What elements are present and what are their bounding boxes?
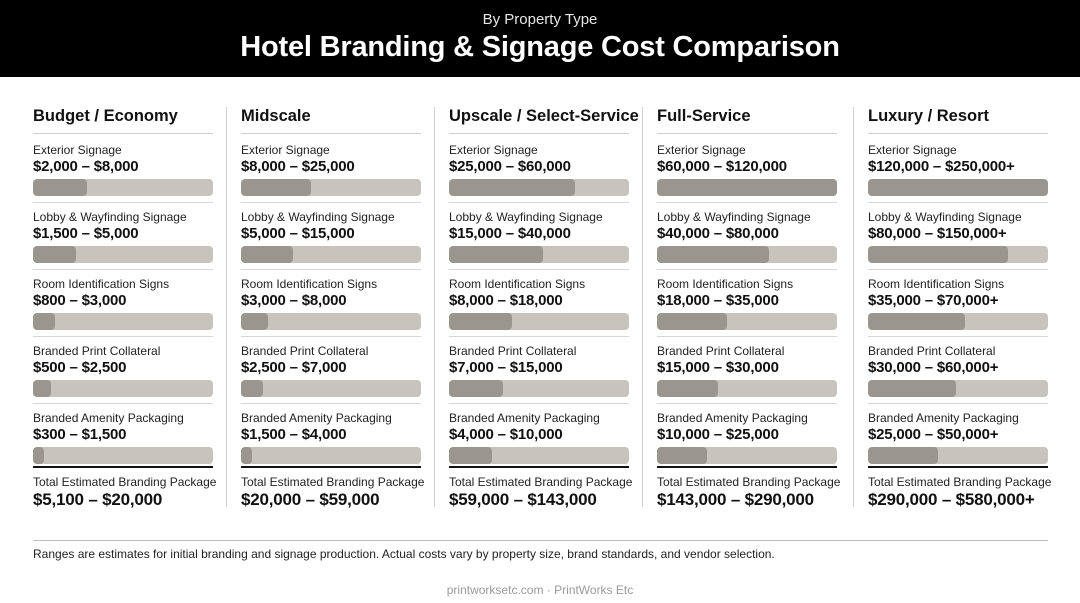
bar-fill: [241, 380, 263, 397]
cost-item-label: Branded Amenity Packaging: [868, 411, 1019, 425]
bar-fill: [241, 246, 293, 263]
row-rule: [657, 336, 837, 337]
column-divider: [853, 107, 854, 507]
bar-fill: [449, 179, 575, 196]
cost-row: [241, 406, 421, 473]
bar-track: [241, 246, 421, 263]
row-rule: [868, 269, 1048, 270]
bar-fill: [241, 447, 252, 464]
column-3: [449, 103, 639, 513]
heading-rule: [868, 133, 1048, 134]
bar-track: [657, 179, 837, 196]
cost-range: $4,000 – $10,000: [449, 426, 563, 443]
bar-fill: [33, 447, 44, 464]
cost-row: [449, 205, 629, 272]
total-label: Total Estimated Branding Package: [868, 475, 1052, 489]
total-rule: [33, 466, 213, 468]
row-rule: [657, 403, 837, 404]
total-block: [449, 466, 633, 513]
row-rule: [657, 202, 837, 203]
bar-fill: [33, 380, 51, 397]
row-rule: [33, 336, 213, 337]
cost-range: $40,000 – $80,000: [657, 225, 779, 242]
bar-fill: [657, 179, 837, 196]
cost-row: [449, 406, 629, 473]
column-2: [241, 103, 425, 513]
cost-row: [33, 205, 213, 272]
total-block: [33, 466, 217, 513]
bar-fill: [657, 313, 727, 330]
cost-range: $80,000 – $150,000+: [868, 225, 1007, 242]
row-rule: [33, 403, 213, 404]
cost-range: $35,000 – $70,000+: [868, 292, 999, 309]
column-heading: Full-Service: [657, 107, 751, 125]
total-rule: [868, 466, 1048, 468]
row-rule: [241, 403, 421, 404]
bar-track: [657, 447, 837, 464]
cost-item-label: Room Identification Signs: [241, 277, 378, 291]
cost-range: $10,000 – $25,000: [657, 426, 779, 443]
bar-track: [449, 179, 629, 196]
total-block: [657, 466, 841, 513]
row-rule: [868, 202, 1048, 203]
cost-range: $300 – $1,500: [33, 426, 127, 443]
bar-track: [33, 313, 213, 330]
cost-row: [657, 272, 837, 339]
footnote: Ranges are estimates for initial branding and signage production. Actual costs vary by property size, brand standards, and vendor selection.: [33, 547, 775, 561]
cost-row: [33, 138, 213, 205]
row-rule: [449, 403, 629, 404]
row-rule: [868, 336, 1048, 337]
bar-track: [33, 447, 213, 464]
column-heading: Budget / Economy: [33, 107, 178, 125]
bar-fill: [657, 246, 769, 263]
bar-track: [449, 246, 629, 263]
bar-track: [868, 447, 1048, 464]
cost-range: $60,000 – $120,000: [657, 158, 787, 175]
cost-item-label: Branded Print Collateral: [241, 344, 369, 358]
bar-fill: [868, 179, 1048, 196]
comparison-columns: [33, 103, 1052, 513]
cost-range: $2,000 – $8,000: [33, 158, 139, 175]
cost-row: [657, 339, 837, 406]
bar-fill: [449, 447, 492, 464]
bar-track: [868, 179, 1048, 196]
cost-item-label: Lobby & Wayfinding Signage: [868, 210, 1022, 224]
credit-line: printworksetc.com · PrintWorks Etc: [446, 583, 634, 597]
cost-row: [241, 272, 421, 339]
cost-row: [868, 138, 1048, 205]
bar-fill: [868, 246, 1008, 263]
cost-row: [241, 138, 421, 205]
chart-subtitle: By Property Type: [482, 11, 598, 28]
cost-row: [868, 205, 1048, 272]
row-rule: [868, 403, 1048, 404]
cost-item-label: Branded Print Collateral: [449, 344, 577, 358]
cost-range: $8,000 – $25,000: [241, 158, 355, 175]
total-value: $290,000 – $580,000+: [868, 490, 1035, 509]
heading-rule: [241, 133, 421, 134]
cost-item-label: Lobby & Wayfinding Signage: [449, 210, 603, 224]
cost-range: $1,500 – $5,000: [33, 225, 139, 242]
total-rule: [657, 466, 837, 468]
cost-range: $25,000 – $50,000+: [868, 426, 999, 443]
bar-fill: [241, 179, 311, 196]
total-value: $20,000 – $59,000: [241, 490, 380, 509]
cost-item-label: Branded Print Collateral: [868, 344, 996, 358]
bar-track: [33, 179, 213, 196]
cost-item-label: Branded Print Collateral: [657, 344, 785, 358]
bar-track: [33, 380, 213, 397]
bar-track: [868, 313, 1048, 330]
bar-fill: [657, 447, 707, 464]
row-rule: [241, 202, 421, 203]
bar-fill: [449, 313, 512, 330]
total-block: [868, 466, 1052, 513]
cost-row: [449, 339, 629, 406]
total-label: Total Estimated Branding Package: [33, 475, 217, 489]
total-value: $5,100 – $20,000: [33, 490, 163, 509]
column-heading: Upscale / Select-Service: [449, 107, 639, 125]
row-rule: [449, 202, 629, 203]
bar-track: [33, 246, 213, 263]
cost-range: $30,000 – $60,000+: [868, 359, 999, 376]
cost-item-label: Branded Print Collateral: [33, 344, 161, 358]
cost-row: [657, 138, 837, 205]
cost-row: [868, 339, 1048, 406]
cost-range: $3,000 – $8,000: [241, 292, 347, 309]
bar-fill: [33, 179, 87, 196]
cost-range: $2,500 – $7,000: [241, 359, 347, 376]
bar-track: [449, 447, 629, 464]
column-4: [657, 103, 841, 513]
cost-row: [449, 138, 629, 205]
row-rule: [241, 269, 421, 270]
cost-item-label: Branded Amenity Packaging: [33, 411, 184, 425]
bar-fill: [868, 313, 965, 330]
total-rule: [449, 466, 629, 468]
column-divider: [434, 107, 435, 507]
cost-item-label: Branded Amenity Packaging: [657, 411, 808, 425]
row-rule: [33, 202, 213, 203]
cost-range: $15,000 – $40,000: [449, 225, 571, 242]
cost-range: $500 – $2,500: [33, 359, 127, 376]
total-block: [241, 466, 425, 513]
cost-item-label: Exterior Signage: [449, 143, 538, 157]
cost-range: $8,000 – $18,000: [449, 292, 563, 309]
bar-fill: [868, 380, 956, 397]
heading-rule: [657, 133, 837, 134]
cost-item-label: Room Identification Signs: [868, 277, 1005, 291]
column-heading: Midscale: [241, 107, 311, 125]
cost-item-label: Exterior Signage: [33, 143, 122, 157]
cost-row: [241, 339, 421, 406]
column-divider: [226, 107, 227, 507]
bar-track: [241, 447, 421, 464]
bar-track: [657, 313, 837, 330]
total-value: $59,000 – $143,000: [449, 490, 597, 509]
cost-range: $18,000 – $35,000: [657, 292, 779, 309]
cost-item-label: Branded Amenity Packaging: [449, 411, 600, 425]
cost-row: [657, 205, 837, 272]
cost-item-label: Exterior Signage: [241, 143, 330, 157]
total-label: Total Estimated Branding Package: [449, 475, 633, 489]
cost-item-label: Lobby & Wayfinding Signage: [657, 210, 811, 224]
row-rule: [33, 269, 213, 270]
cost-item-label: Exterior Signage: [868, 143, 957, 157]
cost-range: $5,000 – $15,000: [241, 225, 355, 242]
bar-track: [241, 380, 421, 397]
bar-track: [449, 313, 629, 330]
total-label: Total Estimated Branding Package: [241, 475, 425, 489]
row-rule: [657, 269, 837, 270]
cost-range: $1,500 – $4,000: [241, 426, 347, 443]
column-divider: [642, 107, 643, 507]
bar-fill: [657, 380, 718, 397]
column-5: [868, 103, 1052, 513]
bar-track: [241, 313, 421, 330]
column-1: [33, 103, 217, 513]
cost-row: [657, 406, 837, 473]
bar-track: [868, 380, 1048, 397]
cost-row: [868, 406, 1048, 473]
footnote-divider: [33, 540, 1048, 541]
cost-row: [868, 272, 1048, 339]
total-value: $143,000 – $290,000: [657, 490, 814, 509]
bar-track: [241, 179, 421, 196]
cost-row: [241, 205, 421, 272]
bar-track: [657, 380, 837, 397]
cost-range: $800 – $3,000: [33, 292, 127, 309]
cost-row: [449, 272, 629, 339]
column-heading: Luxury / Resort: [868, 107, 990, 125]
cost-item-label: Exterior Signage: [657, 143, 746, 157]
cost-item-label: Lobby & Wayfinding Signage: [33, 210, 187, 224]
chart-title: Hotel Branding & Signage Cost Comparison: [240, 31, 840, 63]
cost-item-label: Lobby & Wayfinding Signage: [241, 210, 395, 224]
header-banner: [0, 0, 1080, 77]
bar-track: [657, 246, 837, 263]
cost-range: $7,000 – $15,000: [449, 359, 563, 376]
bar-fill: [449, 246, 543, 263]
cost-row: [33, 406, 213, 473]
bar-fill: [868, 447, 938, 464]
bar-fill: [241, 313, 268, 330]
cost-range: $25,000 – $60,000: [449, 158, 571, 175]
bar-fill: [449, 380, 503, 397]
bar-fill: [33, 313, 55, 330]
cost-item-label: Room Identification Signs: [33, 277, 170, 291]
cost-range: $15,000 – $30,000: [657, 359, 779, 376]
bar-track: [868, 246, 1048, 263]
cost-item-label: Branded Amenity Packaging: [241, 411, 392, 425]
row-rule: [449, 336, 629, 337]
total-label: Total Estimated Branding Package: [657, 475, 841, 489]
heading-rule: [449, 133, 629, 134]
cost-row: [33, 339, 213, 406]
bar-track: [449, 380, 629, 397]
cost-item-label: Room Identification Signs: [657, 277, 794, 291]
heading-rule: [33, 133, 213, 134]
bar-fill: [33, 246, 76, 263]
total-rule: [241, 466, 421, 468]
row-rule: [241, 336, 421, 337]
cost-row: [33, 272, 213, 339]
cost-range: $120,000 – $250,000+: [868, 158, 1015, 175]
cost-item-label: Room Identification Signs: [449, 277, 586, 291]
row-rule: [449, 269, 629, 270]
